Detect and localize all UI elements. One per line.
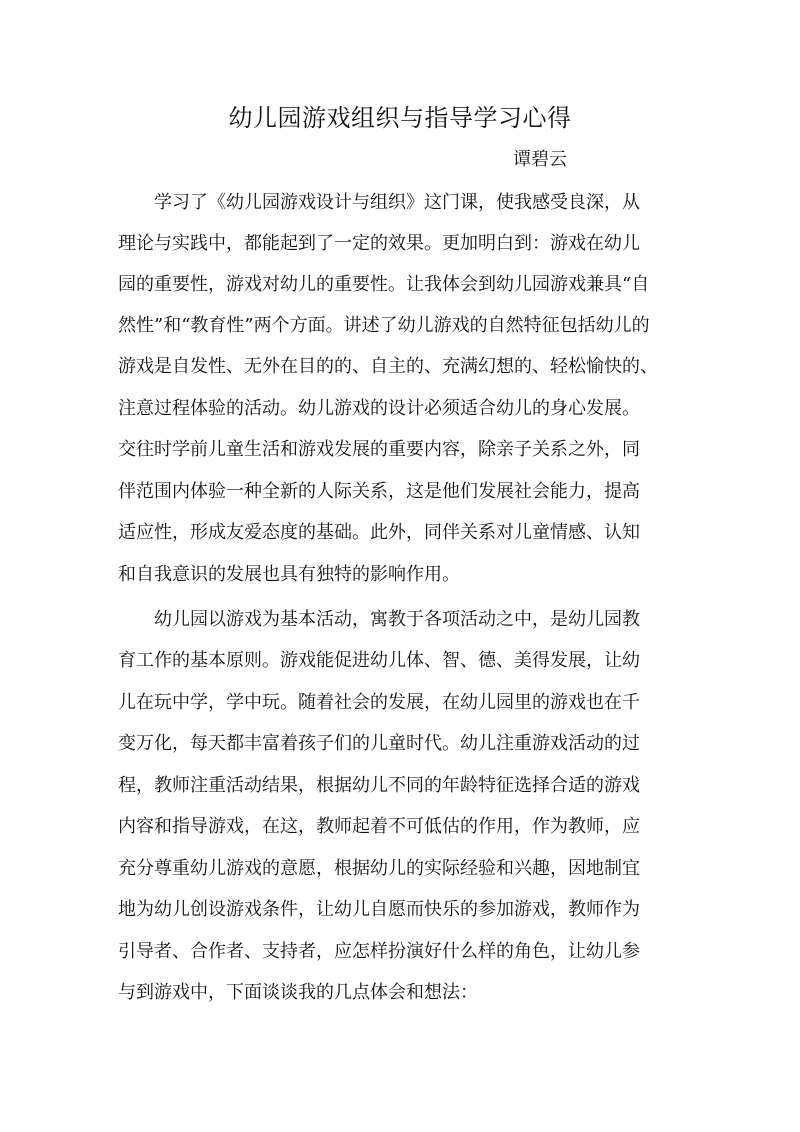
- paragraph-line: 园的重要性，游戏对幼儿的重要性。让我体会到幼儿园游戏兼具“自: [118, 274, 650, 295]
- paragraph-line: 注意过程体验的活动。幼儿游戏的设计必须适合幼儿的身心发展。: [118, 398, 640, 419]
- paragraph-line: 儿在玩中学，学中玩。随着社会的发展，在幼儿园里的游戏也在千: [118, 692, 640, 713]
- paragraph-line: 理论与实践中，都能起到了一定的效果。更加明白到：游戏在幼儿: [118, 233, 640, 254]
- paragraph-line: 变万化，每天都丰富着孩子们的儿童时代。幼儿注重游戏活动的过: [118, 733, 640, 754]
- document-title: 幼儿园游戏组织与指导学习心得: [228, 104, 572, 132]
- paragraph-line: 与到游戏中，下面谈谈我的几点体会和想法：: [118, 982, 478, 1003]
- paragraph-line: 然性”和“教育性”两个方面。讲述了幼儿游戏的自然特征包括幼儿的: [118, 315, 650, 336]
- paragraph-line: 程，教师注重活动结果，根据幼儿不同的年龄特征选择合适的游戏: [118, 775, 640, 796]
- paragraph-line: 育工作的基本原则。游戏能促进幼儿体、智、德、美得发展，让幼: [118, 650, 640, 671]
- author-name: 谭碧云: [513, 149, 567, 170]
- paragraph-line: 幼儿园以游戏为基本活动，寓教于各项活动之中，是幼儿园教: [118, 609, 640, 630]
- paragraph-line: 交往时学前儿童生活和游戏发展的重要内容，除亲子关系之外，同: [118, 439, 640, 460]
- paragraph-line: 适应性，形成友爱态度的基础。此外，同伴关系对儿童情感、认知: [118, 522, 640, 543]
- paragraph-line: 地为幼儿创设游戏条件，让幼儿自愿而快乐的参加游戏，教师作为: [118, 899, 640, 920]
- paragraph-line: 学习了《幼儿园游戏设计与组织》这门课，使我感受良深，从: [118, 192, 640, 213]
- paragraph-line: 内容和指导游戏，在这，教师起着不可低估的作用，作为教师，应: [118, 816, 640, 837]
- paragraph-line: 引导者、合作者、支持者，应怎样扮演好什么样的角色，让幼儿参: [118, 941, 640, 962]
- paragraph-line: 游戏是自发性、无外在目的的、自主的、充满幻想的、轻松愉快的、: [118, 356, 658, 377]
- paragraph-line: 伴范围内体验一种全新的人际关系，这是他们发展社会能力，提高: [118, 481, 640, 502]
- paragraph-line: 充分尊重幼儿游戏的意愿，根据幼儿的实际经验和兴趣，因地制宜: [118, 858, 640, 879]
- paragraph-line: 和自我意识的发展也具有独特的影响作用。: [118, 564, 460, 585]
